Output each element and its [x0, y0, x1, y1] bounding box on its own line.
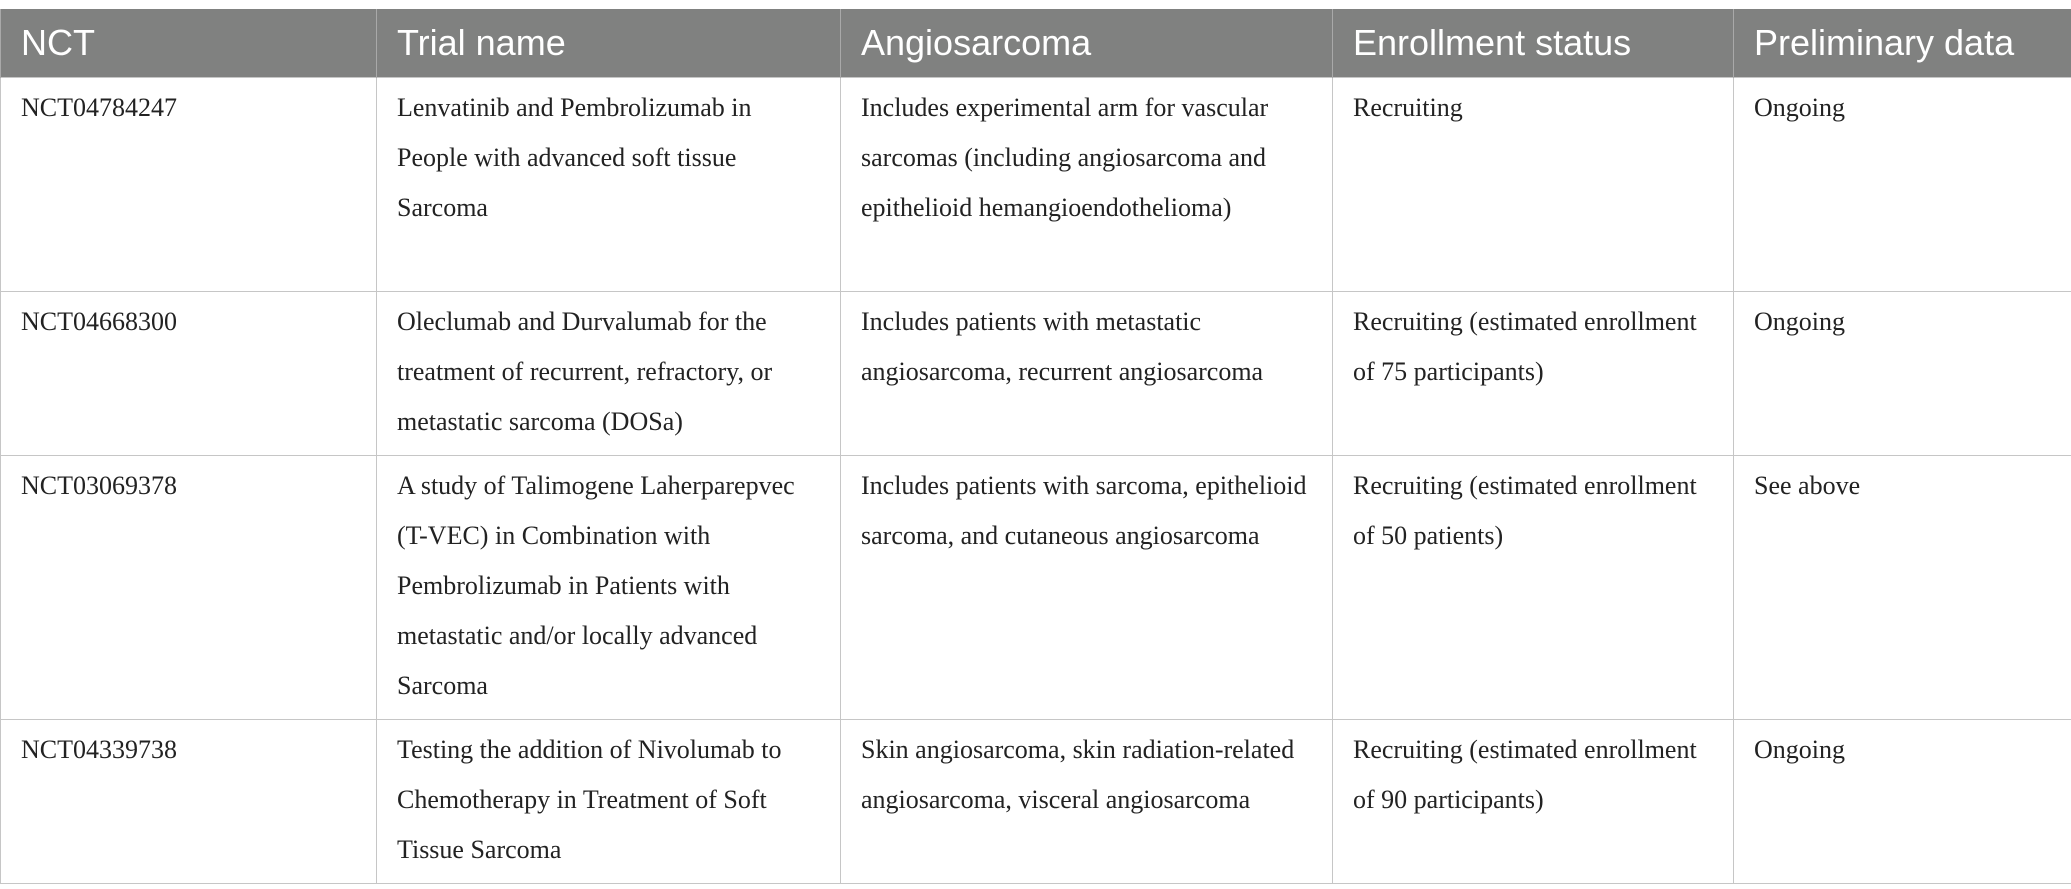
cell-trial-name: Oleclumab and Durvalumab for the treatment of recurrent, refractory, or metastatic sarcoma (DOSa) — [377, 292, 841, 456]
header-preliminary-data: Preliminary data — [1734, 9, 2071, 78]
header-trial-name: Trial name — [377, 9, 841, 78]
cell-trial-name: A study of Talimogene Laherparepvec (T-VEC) in Combination with Pembrolizumab in Patients with metastatic and/or locally advanced Sarcoma — [377, 456, 841, 720]
cell-preliminary-data: See above — [1734, 456, 2071, 720]
header-row — [1, 9, 2071, 78]
cell-nct: NCT04784247 — [1, 78, 377, 292]
clinical-trials-table — [0, 9, 2071, 884]
cell-nct: NCT03069378 — [1, 456, 377, 720]
cell-preliminary-data: Ongoing — [1734, 78, 2071, 292]
cell-preliminary-data: Ongoing — [1734, 720, 2071, 884]
header-angiosarcoma: Angiosarcoma — [841, 9, 1333, 78]
cell-angiosarcoma: Skin angiosarcoma, skin radiation-related angiosarcoma, visceral angiosarcoma — [841, 720, 1333, 884]
cell-angiosarcoma: Includes patients with sarcoma, epithelioid sarcoma, and cutaneous angiosarcoma — [841, 456, 1333, 720]
cell-trial-name: Testing the addition of Nivolumab to Chemotherapy in Treatment of Soft Tissue Sarcoma — [377, 720, 841, 884]
cell-enrollment-status: Recruiting (estimated enrollment of 50 patients) — [1333, 456, 1734, 720]
header-nct: NCT — [1, 9, 377, 78]
cell-preliminary-data: Ongoing — [1734, 292, 2071, 456]
cell-enrollment-status: Recruiting (estimated enrollment of 90 participants) — [1333, 720, 1734, 884]
table-row — [1, 292, 2071, 456]
cell-enrollment-status: Recruiting (estimated enrollment of 75 participants) — [1333, 292, 1734, 456]
cell-enrollment-status: Recruiting — [1333, 78, 1734, 292]
cell-nct: NCT04339738 — [1, 720, 377, 884]
cell-angiosarcoma: Includes experimental arm for vascular sarcomas (including angiosarcoma and epithelioid hemangioendothelioma) — [841, 78, 1333, 292]
table-row — [1, 456, 2071, 720]
cell-nct: NCT04668300 — [1, 292, 377, 456]
table-row — [1, 78, 2071, 292]
cell-angiosarcoma: Includes patients with metastatic angiosarcoma, recurrent angiosarcoma — [841, 292, 1333, 456]
cell-trial-name: Lenvatinib and Pembrolizumab in People with advanced soft tissue Sarcoma — [377, 78, 841, 292]
header-enrollment-status: Enrollment status — [1333, 9, 1734, 78]
clinical-trials-table-container — [0, 9, 2071, 884]
table-row — [1, 720, 2071, 884]
